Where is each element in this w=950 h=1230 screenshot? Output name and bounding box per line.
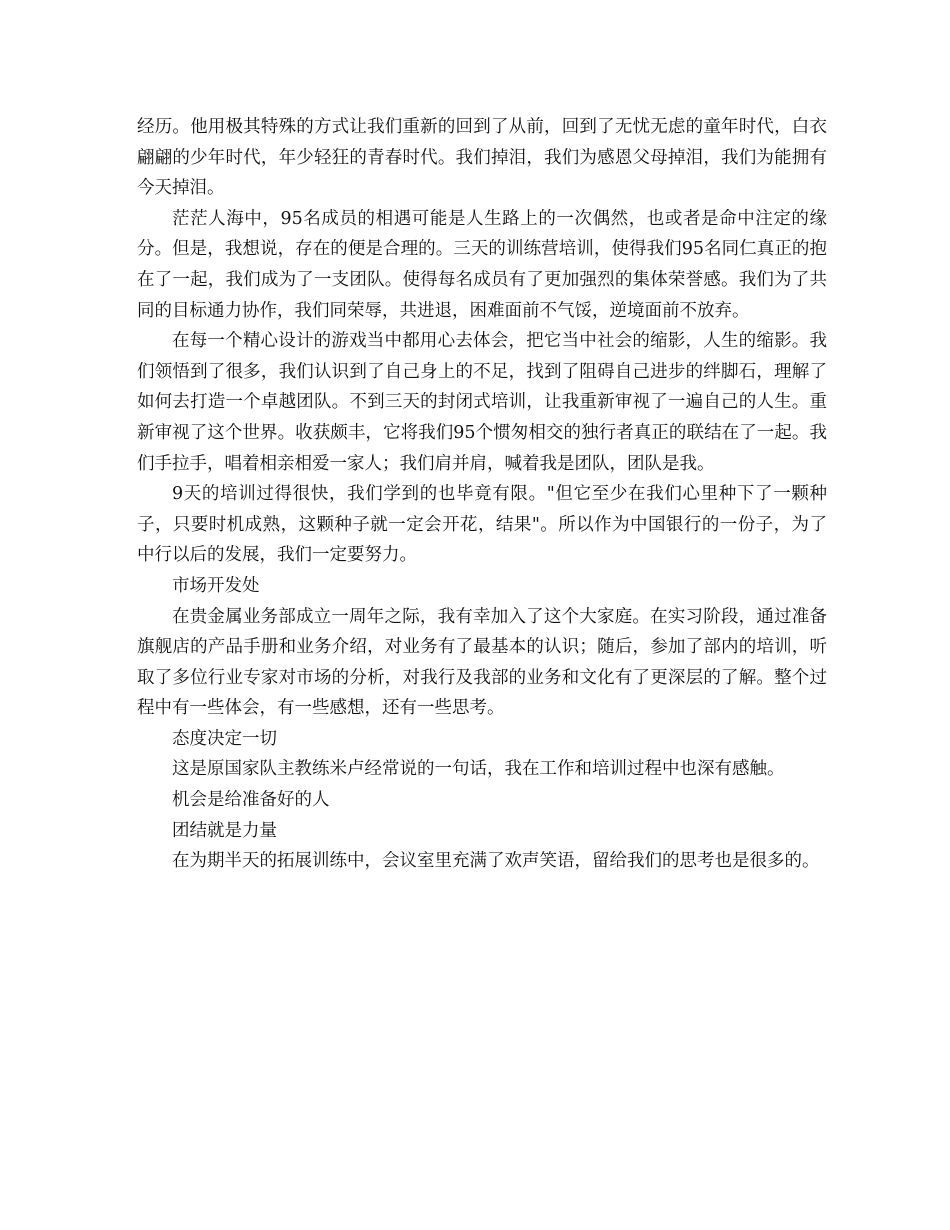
subheading-unity: 团结就是力量: [172, 820, 277, 841]
paragraph-milu-quote: 这是原国家队主教练米卢经常说的一句话，我在工作和培训过程中也深有感触。: [172, 759, 785, 780]
paragraph-training-summary: 9天的培训过得很快，我们学到的也毕竟有限。"但它至少在我们心里种下了一颗种子，只要时机成熟，这颗种子就一定会开花，结果"。所以作为中国银行的一份子，为了中行以后的发展，我们一定要努力。: [137, 484, 827, 566]
paragraph-precious-metals: 在贵金属业务部成立一周年之际，我有幸加入了这个大家庭。在实习阶段，通过准备旗舰店的产品手册和业务介绍，对业务有了最基本的认识；随后，参加了部内的培训，听取了多位行业专家对市场的分析，对我行及我部的业务和文化有了更深层的了解。整个过程中有一些体会，有一些感想，还有一些思考。: [137, 606, 827, 719]
subheading-attitude: 态度决定一切: [172, 728, 277, 749]
subheading-opportunity: 机会是给准备好的人: [172, 790, 330, 811]
document-page: [137, 112, 827, 877]
paragraph-continuation: 经历。他用极其特殊的方式让我们重新的回到了从前，回到了无忧无虑的童年时代，白衣翩翩的少年时代，年少轻狂的青春时代。我们掉泪，我们为感恩父母掉泪，我们为能拥有今天掉泪。: [137, 117, 827, 199]
paragraph-outward-training: 在为期半天的拓展训练中，会议室里充满了欢声笑语，留给我们的思考也是很多的。: [172, 851, 820, 872]
paragraph-game-reflection: 在每一个精心设计的游戏当中都用心去体会，把它当中社会的缩影，人生的缩影。我们领悟到了很多，我们认识到了自己身上的不足，找到了阻碍自己进步的绊脚石，理解了如何去打造一个卓越团队。不到三天的封闭式培训，让我重新审视了一遍自己的人生。重新审视了这个世界。收获颇丰，它将我们95个惯匆相交的独行者真正的联结在了一起。我们手拉手，唱着相亲相爱一家人；我们肩并肩，喊着我是团队，团队是我。: [137, 331, 827, 474]
paragraph-team-members: 茫茫人海中，95名成员的相遇可能是人生路上的一次偶然，也或者是命中注定的缘分。但是，我想说，存在的便是合理的。三天的训练营培训，使得我们95名同仁真正的抱在了一起，我们成为了一支团队。使得每名成员有了更加强烈的集体荣誉感。我们为了共同的目标通力协作，我们同荣辱，共进退，困难面前不气馁，逆境面前不放弃。: [137, 208, 827, 321]
section-heading-market-dept: 市场开发处: [172, 575, 260, 596]
